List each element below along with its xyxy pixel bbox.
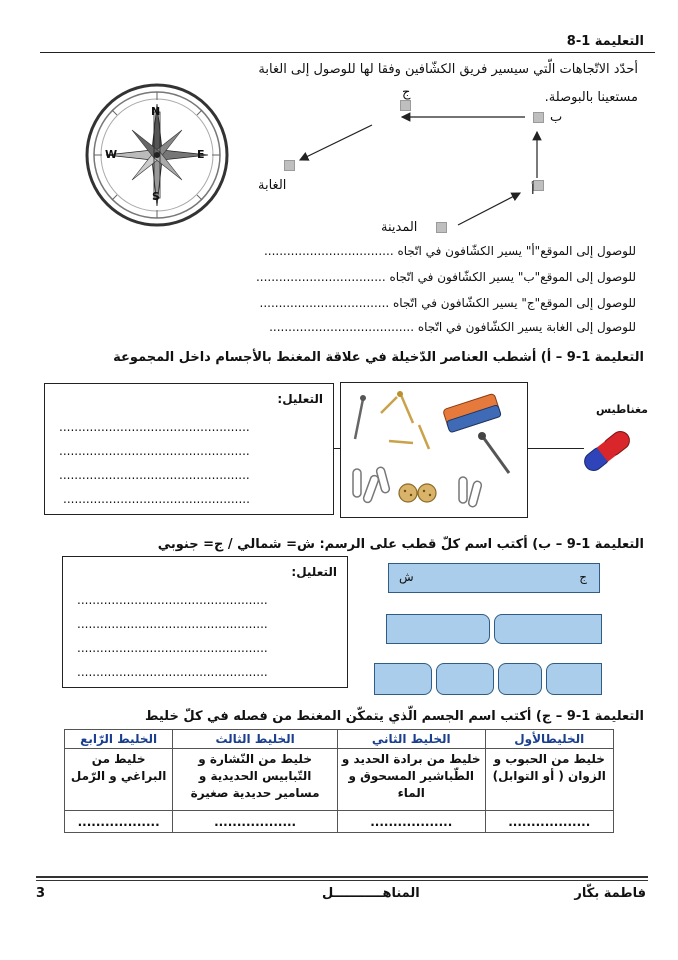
magnet-piece-2 [436, 663, 494, 695]
city-marker [436, 222, 447, 233]
magnet-label: مغناطيس [595, 403, 648, 416]
section-9b-title: التعليمة 1-9 – ب) أكتب اسم كلّ قطب على الرسم: ش= شمالي / ج= جنوبي [157, 537, 644, 552]
answer-mixture-4[interactable]: .................. [65, 811, 173, 833]
dots-line[interactable]: .................................................. [77, 593, 268, 607]
justification-box-9b [62, 556, 348, 688]
question-forest[interactable]: للوصول إلى الغابة يسير الكشّافون في اتّجاه ...................................... [269, 320, 636, 334]
mixtures-table [64, 729, 614, 833]
arrow-j-to-forest [300, 125, 372, 160]
dots-line[interactable]: ................................................. [63, 492, 250, 506]
top-divider [40, 52, 655, 53]
city-label: المدينة [381, 220, 418, 235]
site-b-label: ب [550, 110, 563, 125]
instruction-line-2: مستعينا بالبوصلة. [544, 90, 638, 105]
header-mixture-2: الخليط الثاني [337, 730, 485, 749]
objects-illustration [341, 383, 527, 517]
magnet-bar-whole [388, 563, 600, 593]
question-b[interactable]: للوصول إلى الموقع"ب" يسير الكشّافون في اتّجاه .................................. [255, 270, 636, 284]
compass [84, 82, 230, 228]
compass-w: W [105, 148, 118, 161]
header-mixture-4: الخليط الرّابع [65, 730, 173, 749]
magnet-half-left [386, 614, 490, 644]
arrow-city-to-a [458, 193, 520, 225]
site-a-label: أ [531, 183, 535, 198]
mixture-3: خليط من النّشارة و التّبابيس الحديدية و مسامير حديدية صغيرة [173, 749, 338, 811]
compass-e: E [197, 148, 205, 161]
answer-mixture-3[interactable]: .................. [173, 811, 338, 833]
magnet-image [583, 420, 631, 482]
mixture-4: خليط من البراغي و الرّمل [65, 749, 173, 811]
instruction-line-1: أحدّد الاتّجاهات الّتي سيسير فريق الكشّافين وفقا لها للوصول إلى الغابة [258, 62, 638, 77]
answer-mixture-1[interactable]: .................. [485, 811, 613, 833]
question-j[interactable]: للوصول إلى الموقع"ج" يسير الكشّافون في اتّجاه .................................. [259, 296, 636, 310]
dots-line[interactable]: .................................................. [77, 617, 268, 631]
dots-line[interactable]: .................................................. [59, 468, 250, 482]
section-9a-title: التعليمة 1-9 – أ) أشطب العناصر الدّخيلة في علاقة المغنط بالأجسام داخل المجموعة [113, 350, 644, 365]
dots-line[interactable]: .................................................. [77, 665, 268, 679]
compass-n: N [151, 105, 161, 118]
section-8-label: التعليمة 1-8 [566, 34, 644, 49]
magnet-piece-4 [546, 663, 602, 695]
dots-line[interactable]: .................................................. [59, 444, 250, 458]
footer-divider [36, 876, 648, 878]
page-number: 3 [36, 886, 46, 901]
header-mixture-1: الخليطالأول [485, 730, 613, 749]
section-9c-title: التعليمة 1-9 – ج) أكتب اسم الجسم الّذي يتمكّن المغنط من فصله في كلّ خليط [144, 709, 644, 724]
magnet-piece-1 [374, 663, 432, 695]
justification-label-9b: التعليل: [291, 565, 337, 579]
answer-mixture-2[interactable]: .................. [337, 811, 485, 833]
footer-author: فاطمة بكّار [574, 886, 646, 901]
objects-box [340, 382, 528, 518]
dots-line[interactable]: .................................................. [59, 420, 250, 434]
mixture-1: خليط من الحبوب و الزوان ( أو التوابل) [485, 749, 613, 811]
pole-label-south: ج [579, 570, 587, 584]
question-a[interactable]: للوصول إلى الموقع"أ" يسير الكشّافون في اتّجاه .................................. [263, 244, 636, 258]
magnet-half-right [494, 614, 602, 644]
site-j-marker [400, 100, 411, 111]
mixture-2: خليط من برادة الحديد و الطّباشير المسحوق و الماء [337, 749, 485, 811]
forest-marker [284, 160, 295, 171]
site-j-label: ج [402, 85, 411, 100]
forest-label: الغابة [258, 178, 287, 193]
magnet-piece-3 [498, 663, 542, 695]
site-b-marker [533, 112, 544, 123]
justification-label-9a: التعليل: [277, 392, 323, 406]
justification-box-9a [44, 383, 334, 515]
dots-line[interactable]: .................................................. [77, 641, 268, 655]
compass-s: S [152, 190, 160, 203]
pole-label-north: ش [399, 570, 414, 584]
header-mixture-3: الخليط الثالث [173, 730, 338, 749]
footer-center: المناهـــــــــــل [322, 886, 420, 901]
